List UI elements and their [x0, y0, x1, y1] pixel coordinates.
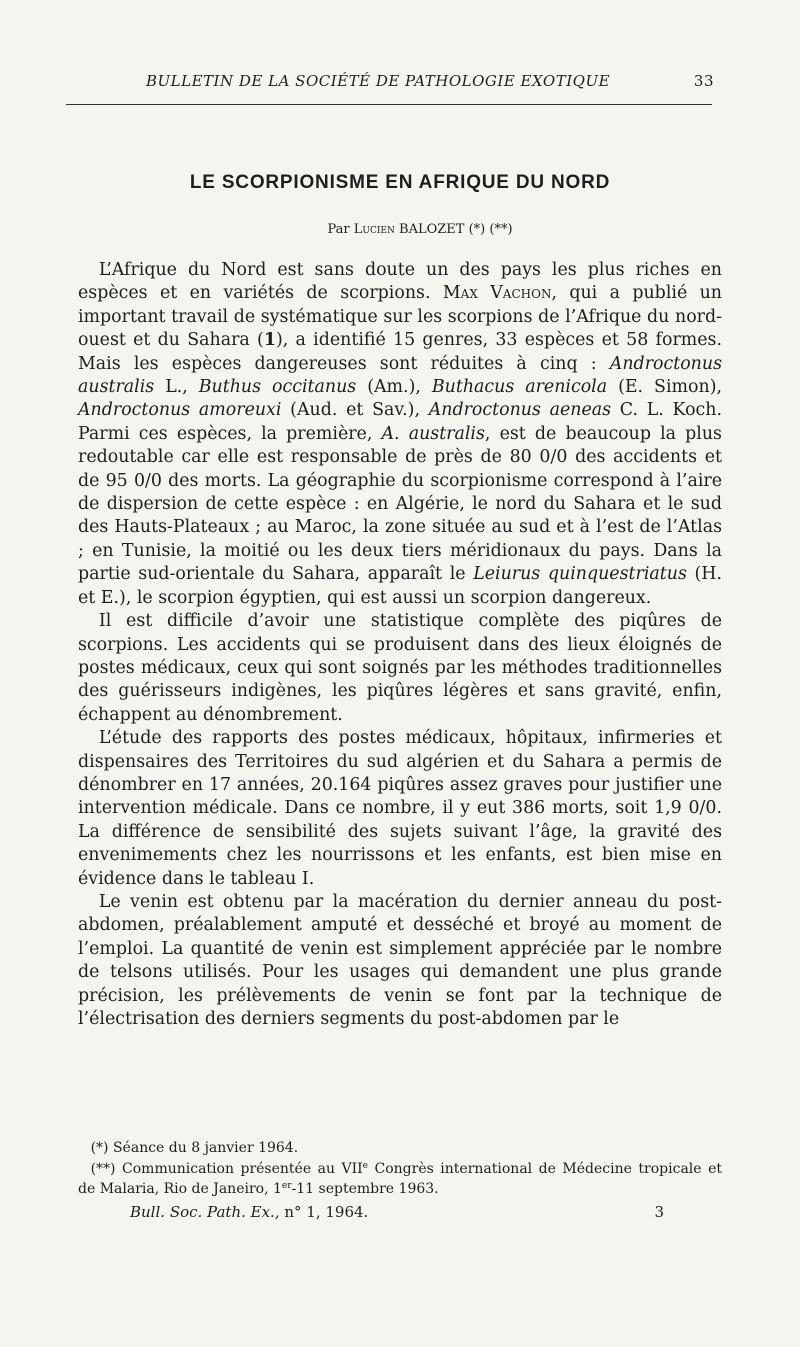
- citation-issue: n° 1, 1964.: [279, 1203, 369, 1221]
- text: (Am.),: [356, 377, 432, 398]
- footnote-1: (*) Séance du 8 janvier 1964.: [90, 1140, 299, 1156]
- text: C. L. Koch. Parmi ces espèces, la première,: [78, 400, 723, 444]
- header-rule: [66, 104, 712, 105]
- byline: [0, 222, 800, 237]
- byline-footnote-marks: (*) (**): [468, 222, 513, 237]
- paragraph-3: L’étude des rapports des postes médicaux, hôpitaux, infirmeries et dispensaires des Territoires du sud algérien et du Sahara a permis de dénombrer en 17 années, 20.164 piqûres assez graves pour justifier une intervention médicale. Dans ce nombre, il y eut 386 morts, soit 1,9 0/0. La différence de sensibilité des sujets suivant l’âge, la gravité des envenimements chez les nourrissons et les enfants, est bien mise en évidence dans le tableau I.: [78, 728, 722, 889]
- superscript: er: [281, 1181, 292, 1191]
- journal-citation: [130, 1203, 368, 1221]
- species-name: Androctonus amoreuxi: [78, 400, 282, 421]
- text: -11 septembre 1963.: [291, 1181, 439, 1197]
- text: (E. Simon),: [607, 377, 723, 398]
- byline-prefix: Par: [327, 222, 350, 237]
- text: , qui a publié un important travail de systématique sur les scorpions de l’Afrique du nord-ouest et du Sahara (: [78, 283, 723, 351]
- species-name: A. australis: [381, 423, 485, 444]
- text: (H. et E.), le scorpion égyptien, qui est aussi un scorpion dangereux.: [78, 564, 722, 608]
- article-body: [78, 259, 722, 1031]
- header-page-number: 33: [693, 72, 714, 90]
- journal-title: BULLETIN DE LA SOCIÉTÉ DE PATHOLOGIE EXOTIQUE: [146, 72, 611, 90]
- text: , est de beaucoup la plus redoutable car elle est responsable de près de 80 0/0 des accidents et de 95 0/0 des morts. La géographie du scorpionisme correspond à l’aire de dispersion de cette espèce : en Algérie, le nord du Sahara et le sud des Hauts-Plateaux ; au Maroc, la zone située au sud et à l’est de l’Atlas ; en Tunisie, la moitié ou les deux tiers méridionaux du pays. Dans la partie sud-orientale du Sahara, apparaît le: [78, 423, 722, 585]
- paragraph-2: Il est difficile d’avoir une statistique complète des piqûres de scorpions. Les accidents qui se produisent dans des lieux éloignés de postes médicaux, ceux qui sont soignés par les méthodes traditionnelles des guérisseurs indigènes, les piqûres légères et sans gravité, enfin, échappent au dénombrement.: [78, 611, 722, 725]
- species-name: Androctonus australis: [78, 353, 722, 398]
- text: (**) Communication présentée au VII: [90, 1160, 363, 1177]
- footnote-2: [78, 1159, 722, 1200]
- citation-journal: Bull. Soc. Path. Ex.,: [130, 1203, 280, 1221]
- species-name: Buthus occitanus: [198, 377, 357, 398]
- article-title: LE SCORPIONISME EN AFRIQUE DU NORD: [189, 172, 611, 193]
- text: L’Afrique du Nord est sans doute un des pays les plus riches en espèces et en variétés de scorpions.: [78, 260, 722, 304]
- text: ), a identifié 15 genres, 33 espèces et 58 formes. Mais les espèces dangereuses sont réduites à cinq :: [78, 330, 722, 374]
- author-last-name: BALOZET: [399, 222, 465, 237]
- species-name: Androctonus aeneas: [428, 400, 612, 421]
- reference-number: 1: [263, 330, 276, 351]
- footnotes: [78, 1138, 722, 1200]
- author-ref-vachon: Max Vachon: [442, 283, 552, 304]
- author-first-name: Lucien: [353, 222, 395, 237]
- paragraph-1: [78, 259, 722, 610]
- text: (Aud. et Sav.),: [281, 400, 429, 421]
- text: Congrès international de Médecine tropicale et de Malaria, Rio de Janeiro, 1: [78, 1160, 722, 1197]
- paragraph-4: Le venin est obtenu par la macération du dernier anneau du post-abdomen, préalablement amputé et desséché et broyé au moment de l’emploi. La quantité de venin est simplement appréciée par le nombre de telsons utilisés. Pour les usages qui demandent une plus grande précision, les prélèvements de venin se font par la technique de l’électrisation des derniers segments du post-abdomen par le: [78, 891, 722, 1029]
- species-name: Leiurus quinquestriatus: [473, 564, 687, 585]
- superscript: e: [362, 1160, 368, 1171]
- species-name: Buthacus arenicola: [431, 377, 608, 398]
- footer-page-number: 3: [654, 1203, 664, 1221]
- text: L.,: [154, 377, 199, 398]
